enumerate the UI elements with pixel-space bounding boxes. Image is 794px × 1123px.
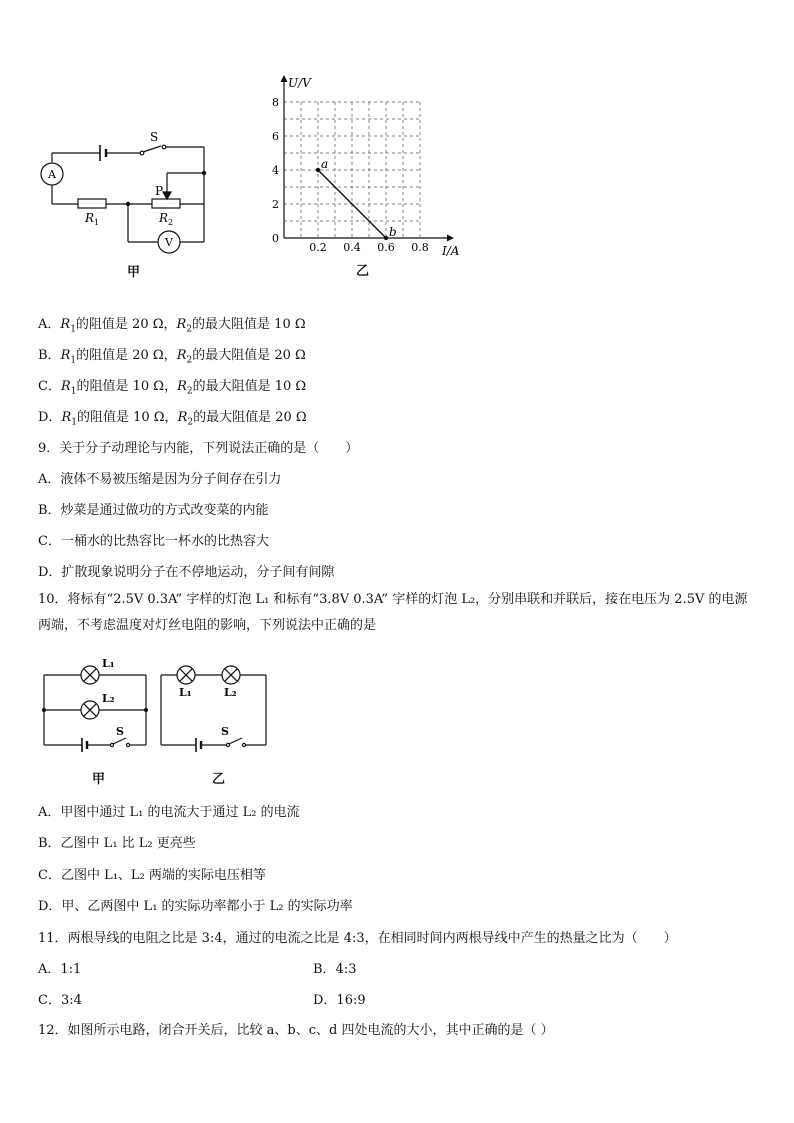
figure-caption-yi: 乙 [356,264,370,279]
q8-option-a: A．$R_1$的阻值是 20 Ω，$R_2$的最大阻值是 10 Ω [38,317,306,335]
q8-option-b: B．$R_1$的阻值是 20 Ω，$R_2$的最大阻值是 20 Ω [38,348,306,366]
y-tick-label: 6 [272,130,279,143]
q10-yi-l1-label: L₁ [179,686,192,699]
x-tick-label: 0.4 [343,241,361,254]
q9-option-d: D．扩散现象说明分子在不停地运动，分子间有间隙 [38,565,335,580]
y-tick-label: 2 [272,198,279,211]
data-point [384,236,388,240]
x-axis-arrow [447,235,454,242]
q10-yi-l2-label: L₂ [224,686,237,699]
q8-option-d: D．$R_1$的阻值是 10 Ω，$R_2$的最大阻值是 20 Ω [38,410,307,428]
q9-option-b: B．炒菜是通过做功的方式改变菜的内能 [38,503,269,518]
q10-caption-jia: 甲 [92,772,106,787]
q11-option-c: C．3:4 [38,993,82,1008]
q10-option-d: D．甲、乙两图中 L₁ 的实际功率都小于 L₂ 的实际功率 [38,899,353,914]
slider-label: P [155,184,164,198]
r2-label: $R_2$ [159,211,174,227]
q9-stem: 9．关于分子动理论与内能，下列说法正确的是（ ） [38,441,359,456]
x-axis-label: I/A [442,244,460,258]
point-b-label: b [389,225,397,239]
y-tick-label: 4 [272,164,279,177]
y-tick-label: 0 [272,232,279,245]
x-tick-label: 0.8 [411,241,429,254]
voltmeter-label: V [165,236,173,249]
q10-yi-switch-label: S [221,725,229,738]
q12-stem: 12．如图所示电路，闭合开关后，比较 a、b、c、d 四处电流的大小，其中正确的是（ ） [38,1023,554,1038]
switch-label: S [150,130,159,144]
y-tick-label: 8 [272,96,279,109]
q9-option-c: C．一桶水的比热容比一杯水的比热容大 [38,534,269,549]
q10-jia-switch-label: S [116,725,124,738]
q11-stem: 11．两根导线的电阻之比是 3:4，通过的电流之比是 4:3，在相同时间内两根导线中产生的热量之比为（ ） [38,931,677,946]
y-axis-arrow [281,75,288,82]
q10-circuit-figure [36,655,276,765]
ammeter-label: A [48,168,56,181]
q9-option-a: A．液体不易被压缩是因为分子间存在引力 [38,472,282,487]
x-tick-label: 0.6 [377,241,395,254]
data-point [316,168,320,172]
q10-jia-l2-label: L₂ [102,692,115,705]
q11-option-b: B．4:3 [313,962,357,977]
q10-option-b: B．乙图中 L₁ 比 L₂ 更亮些 [38,836,196,851]
q11-option-a: A．1:1 [38,962,82,977]
q10-stem: 10．将标有“2.5V 0.3A” 字样的灯泡 L₁ 和标有“3.8V 0.3A” 字样的灯泡 L₂，分别串联和并联后，接在电压为 2.5V 的电源两端，不考虑温度对灯丝电阻的影响，下列说法中正确的是 [38,592,748,633]
q11-option-d: D．16:9 [313,993,366,1008]
q10-option-a: A．甲图中通过 L₁ 的电流大于通过 L₂ 的电流 [38,805,300,820]
r1-label: $R_1$ [85,211,100,227]
circuit-figure-jia [30,120,220,260]
x-tick-label: 0.2 [309,241,327,254]
point-a-label: a [321,157,329,171]
y-axis-label: U/V [288,76,311,90]
q8-option-c: C．$R_1$的阻值是 10 Ω，$R_2$的最大阻值是 10 Ω [38,379,307,397]
q10-jia-l1-label: L₁ [102,657,115,670]
u-i-graph [262,74,472,258]
figure-caption-jia: 甲 [127,265,141,280]
q10-option-c: C．乙图中 L₁、L₂ 两端的实际电压相等 [38,868,266,883]
q10-caption-yi: 乙 [212,772,226,787]
